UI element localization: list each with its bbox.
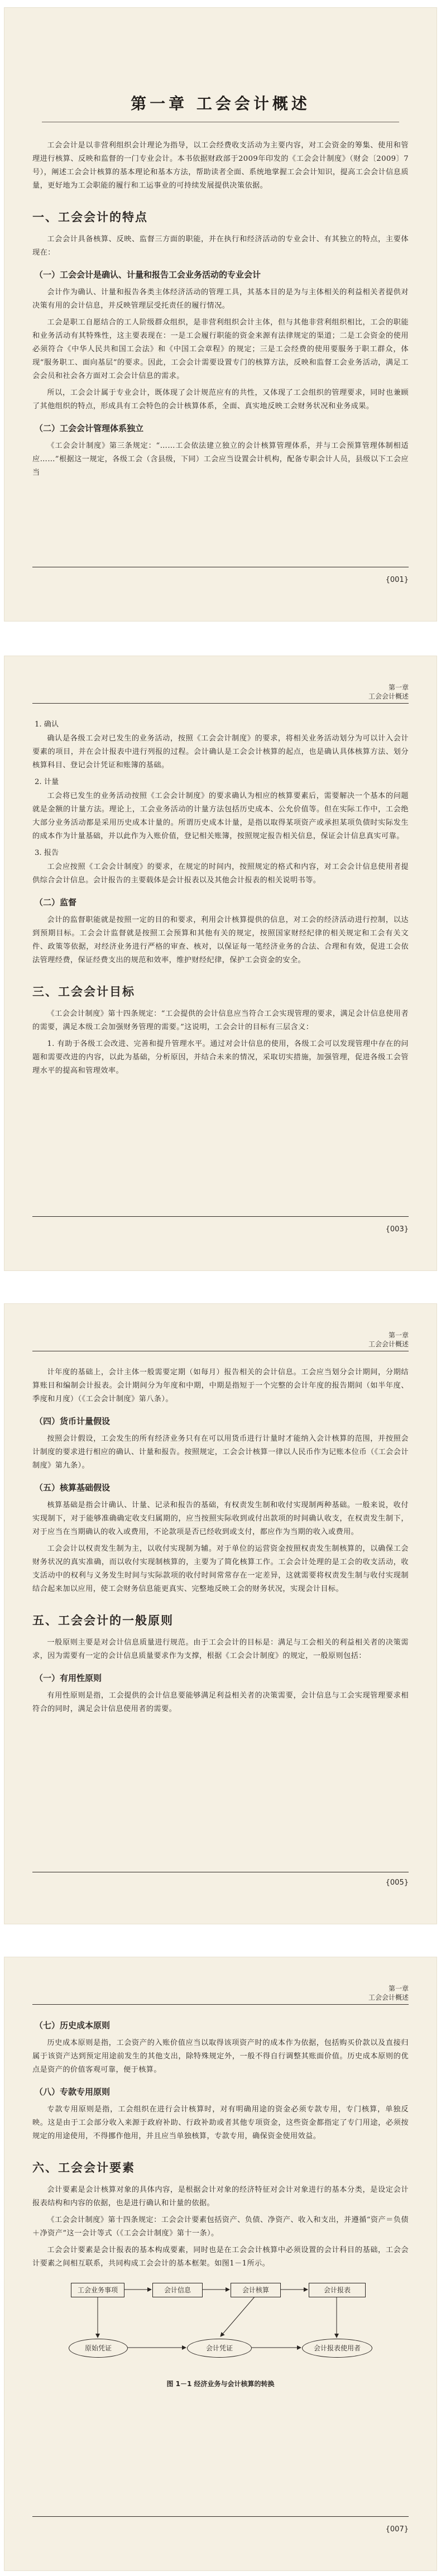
page-number: {001} [385,576,409,584]
chapter-title: 第一章 工会会计概述 [131,94,310,113]
subsection-heading: （二）工会会计管理体系独立 [35,423,144,433]
running-header-chapter: 第一章 [388,1331,409,1339]
arrow-recording-to-voucher [220,2296,255,2336]
ellipse-source-documents: 原始凭证 [69,2339,128,2358]
page-005 [4,1304,437,1924]
paragraph: 《工会会计制度》第三条规定：“……工会依法建立独立的会计核算管理体系，并与工会预算管理体制相适应……”根据这一规定，各级工会（含县级，下同）工会应当设置会计机构，配备专职会计人员，县级以下工会应当 [32,442,409,477]
paragraph: 会计作为确认、计量和报告各类主体经济活动的管理工具，其基本目的是为与主体相关的利益相关者提供对决策有用的会计信息，并反映管理层受托责任的履行情况。 [32,288,409,310]
paragraph: 一般原则主要是对会计信息质量进行规范。由于工会会计的目标是：满足与工会相关的利益相关者的决策需求，因为需要有一定的会计信息质量要求作为支撑，根据《工会会计制度》的规定，一般原则包括： [32,1638,409,1660]
page-003 [4,656,437,1270]
header-rule [32,2004,409,2005]
box-recording: 会计核算 [231,2283,281,2297]
subsection-heading: （二）监督 [35,897,77,907]
section-heading: 五、工会会计的一般原则 [32,1614,174,1627]
running-header-title: 工会会计概述 [368,1340,409,1348]
running-header-title: 工会会计概述 [368,692,409,700]
paragraph: 工会会计以权责发生制为主，以收付实现制为辅。对于单位的运营资金按照权责发生制核算的，以确保工会财务状况的真实准确，而以收付实现制核算的，主要为了简化核算工作。工会会计处理的是工会的收支活动，收支活动中的权利与义务发生时间与实际款项的收付时间常常存在一定差异，这就需要将权责发生制与收付实现制结合起来加以应用，使工会财务信息能更真实、完整地反映工会的财务状况，实现会计目标。 [32,1545,409,1593]
paragraph: 计年度的基础上，会计主体一般需要定期（如每月）报告相关的会计信息。工会应当划分会计期间，分期结算账目和编制会计报表。会计期间分为年度和中期，中期是指短于一个完整的会计年度的报告期间（如半年度、季度和月度）（《工会会计制度》第八条）。 [32,1368,409,1403]
paragraph: 工会是职工自愿结合的工人阶级群众组织，是非营利组织会计主体，但与其他非营利组织相比，工会的职能和业务活动有其特殊性，这主要表现在：一是工会履行职能的资金来源有法律规定的渠道；二是工会资金的使用必须符合《中华人民共和国工会法》和《中国工会章程》的规定；三是工会经费的使用要服务于职工群众，体现“服务职工、面向基层”的要求。因此，工会会计需要设置专门的核算方法，反映和监督工会业务活动，满足工会会员和社会各方面对工会会计信息的需求。 [32,318,409,380]
paragraph: 历史成本原则是指，工会资产的入账价值应当以取得该项资产时的成本作为依据，包括购买价款以及直接归属于该资产达到预定用途前发生的其他支出，除特殊规定外，一般不得自行调整其账面价值。历史成本原则的优点是资产的价值客观可靠，便于核算。 [32,2039,409,2074]
subsection-heading: （一）工会会计是确认、计量和报告工会业务活动的专业会计 [35,270,261,280]
page-001 [4,8,437,621]
box-business-events: 工会业务事项 [71,2283,124,2297]
section-heading: 一、工会会计的特点 [32,211,148,224]
page-number: {003} [385,1225,409,1234]
intro-paragraph: 工会会计是以非营利组织会计理论为指导，以工会经费收支活动为主要内容，对工会资金的筹集、使用和管理进行核算、反映和监督的一门专业会计。本书依据财政部于2009年印发的《工会会计制度》（财会〔2009〕7号），阐述工会会计核算的基本理论和基本方法，帮助读者全面、系统地掌握工会会计知识，提高工会会计信息质量，更好地为工会职能的履行和工运事业的可持续发展提供决策依据。 [32,141,409,190]
section-heading: 六、工会会计要素 [32,2161,135,2174]
item-label: 3. 报告 [35,849,59,857]
subsection-heading: （七）历史成本原则 [35,2020,111,2030]
paragraph: 会计要素是会计核算对象的具体内容，是根据会计对象的经济特征对会计对象进行的基本分类，是设定会计报表结构和内容的依据，也是进行确认和计量的依据。 [32,2186,409,2207]
flow-diagram [53,2277,388,2376]
header-rule [32,703,409,704]
running-header [32,1984,409,2002]
running-header [32,683,409,701]
subsection-heading: （一）有用性原则 [35,1673,102,1683]
page-number: {007} [385,2525,409,2534]
box-accounting-info: 会计信息 [152,2283,203,2297]
paragraph: 1. 有助于各级工会改进、完善和提升管理水平。通过对会计信息的使用，各级工会可以发现管理中存在的问题和需要改进的内容，以此为基础，分析原因，并结合未来的情况，采取切实措施，加强管理，促进各级工会管理水平的提高和管理效率。 [32,1040,409,1075]
ellipse-report-users: 会计报表使用者 [302,2339,372,2358]
item-label: 2. 计量 [35,778,59,786]
running-header-title: 工会会计概述 [368,1994,409,2001]
box-report: 会计报表 [309,2283,366,2297]
paragraph: 核算基础是指会计确认、计量、记录和报告的基础，有权责发生制和收付实现制两种基础。一般来说，收付实现制下，对于能够准确确定收支归属期的，应当按照实际收到或付出款项的时间确认收支，在权责发生制下，对于应当在当期确认的收入或费用，不论款项是否已经收到或支付，都应作为当期的收入或费用。 [32,1501,409,1536]
paragraph: 工会会计具备核算、反映、监督三方面的职能，并在执行和经济活动的专业会计、有其独立的特点，主要体现在： [32,235,409,257]
footer-rule [32,2516,409,2517]
item-label: 1. 确认 [35,720,59,729]
footer-rule [32,1216,409,1217]
figure-caption: 图 1－1 经济业务与会计核算的转换 [166,2380,275,2388]
paragraph: 专款专用原则是指，工会组织在进行会计核算时，对有明确用途的资金必须专款专用，专门核算，单独反映。这是由于工会部分收入来源于政府补助、行政补助或者其他专项资金，这些资金都指定了专门用途，必须按规定的用途使用，不得挪作他用，并且应当单独核算，专款专用，确保资金使用效益。 [32,2105,409,2140]
paragraph: 《工会会计制度》第十四条规定：“工会提供的会计信息应当符合工会实现管理的要求，满足会计信息使用者的需要，满足本级工会加强财务管理的需要。”这说明，工会会计的目标有三层含义： [32,1010,409,1031]
ellipse-accounting-vouchers: 会计凭证 [187,2339,252,2358]
running-header [32,1331,409,1349]
paragraph: 有用性原则是指，工会提供的会计信息要能够满足利益相关者的决策需要，会计信息与工会实现管理要求相符合的同时，满足会计信息使用者的需要。 [32,1691,409,1713]
paragraph: 会计的监督职能就是按照一定的目的和要求，利用会计核算提供的信息，对工会的经济活动进行控制，以达到预期目标。工会会计监督就是按照工会预算和其他有关的规定，按照国家财经纪律的相关规定和工会有关文件、政策等依据，对经济业务进行严格的审查、核对，以保证每一笔经济业务的合法、合理和有效，促进工会依法管理经费，保证经费支出的规范和效率，维护财经纪律，保护工会资金的安全。 [32,916,409,964]
page-007 [4,1957,437,2570]
paragraph: 《工会会计制度》第十四条规定：工会会计要素包括资产、负债、净资产、收入和支出，并遵循“资产＝负债＋净资产”这一会计等式（《工会会计制度》第十一条）。 [32,2216,409,2238]
paragraph: 工会会计要素是会计报表的基本构成要素，同时也是在工会会计核算中必须设置的会计科目的基础，工会会计要素之间相互联系，共同构成工会会计的基本框架。如图1－1所示。 [32,2246,409,2268]
paragraph: 所以，工会会计属于专业会计，既体现了会计规范应有的共性，又体现了工会组织的管理要求，同时也兼顾了其他组织的特点，形成具有工会特色的会计核算体系，全面、真实地反映工会财务状况和业务成果。 [32,389,409,410]
running-header-chapter: 第一章 [388,684,409,691]
paragraph: 工会应按照《工会会计制度》的要求，在规定的时间内，按照规定的格式和内容，对工会会计信息使用者提供综合会计信息。会计报告的主要载体是会计报表以及其他会计报表的相关说明书等。 [32,863,409,885]
section-heading: 三、工会会计目标 [32,985,135,998]
subsection-heading: （八）专款专用原则 [35,2087,111,2097]
paragraph: 确认是各级工会对已发生的业务活动，按照《工会会计制度》的要求，将相关业务活动划分为可以计入会计要素的项目，并在会计报表中进行列报的过程。会计确认是工会会计核算的起点，也是确认具体核算方法、划分核算科目、登记会计凭证和账簿的基础。 [32,734,409,770]
paragraph: 按照会计假设，工会发生的所有经济业务只有在可以用货币进行计量时才能纳入会计核算的范围，并按照会计制度的要求进行相应的确认、计量和报告。按照规定，工会会计核算一律以人民币作为记账本位币（《工会会计制度》第九条）。 [32,1435,409,1470]
subsection-heading: （五）核算基础假设 [35,1483,111,1493]
subsection-heading: （四）货币计量假设 [35,1416,111,1426]
paragraph: 工会将已发生的业务活动按照《工会会计制度》的要求确认为相应的核算要素后，需要解决一个基本的问题就是金额的计量方法。理论上，工会业务活动的计量方法包括历史成本、公允价值等。但在实际工作中，工会绝大部分业务活动都是采用历史成本计量的。所谓历史成本计量，是指以取得某项资产或承担某项负债时实际发生的成本作为计量基础，并以此作为入账价值，登记相关账簿，按照规定报告相关信息，保证会计信息真实可靠。 [32,792,409,840]
page-number: {005} [385,1879,409,1887]
running-header-chapter: 第一章 [388,1985,409,1992]
